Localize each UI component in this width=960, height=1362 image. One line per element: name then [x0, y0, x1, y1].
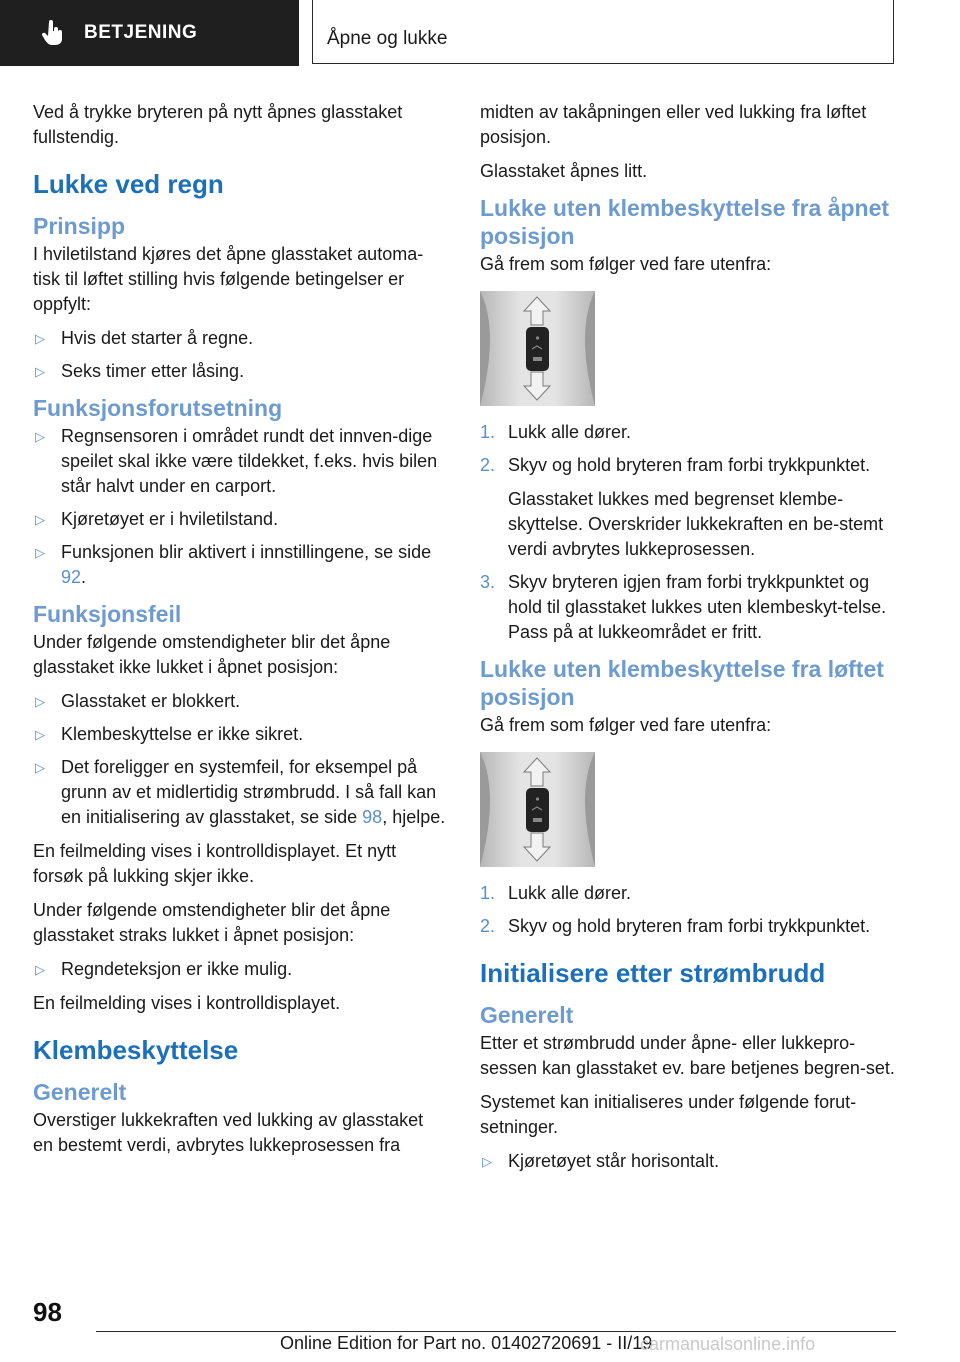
- heading-klembeskyttelse: Klembeskyttelse: [33, 1035, 239, 1065]
- steps-list-2: [480, 881, 895, 939]
- feil-paragraph: Under følgende omstendigheter blir det åpne glasstaket ikke lukket i åpnet posisjon:: [33, 632, 391, 677]
- roof-switch-image: [480, 291, 595, 406]
- page-header: [0, 0, 960, 66]
- footer-divider: [96, 1331, 896, 1332]
- straks-list: [33, 957, 448, 982]
- list-item: 2. Skyv og hold bryteren fram forbi trykkpunktet.: [480, 455, 871, 475]
- list-item: 1. Lukk alle dører.: [480, 422, 632, 442]
- left-column: [33, 100, 448, 1167]
- triangle-bullet-icon: ▷: [35, 694, 45, 709]
- chapter-title: Åpne og lukke: [327, 28, 448, 49]
- triangle-bullet-icon: ▷: [35, 364, 45, 379]
- heading-loftet-posisjon: Lukke uten klembeskyttelse fra løftet posisjon: [480, 656, 884, 710]
- forutsetning-list: [33, 424, 448, 590]
- triangle-bullet-icon: ▷: [35, 512, 45, 527]
- triangle-bullet-icon: ▷: [35, 727, 45, 742]
- triangle-bullet-icon: ▷: [35, 429, 45, 444]
- litt-paragraph: Glasstaket åpnes litt.: [480, 161, 648, 181]
- init-paragraph-1: Etter et strømbrudd under åpne- eller lukkepro-sessen kan glasstaket ev. bare betjenes begren-set.: [480, 1033, 895, 1078]
- heading-funksjonsfeil: Funksjonsfeil: [33, 601, 182, 627]
- generelt-paragraph: Overstiger lukkekraften ved lukking av glasstaket en bestemt verdi, avbrytes lukkeprosessen fra: [33, 1110, 424, 1155]
- heading-lukke-ved-regn: Lukke ved regn: [33, 169, 224, 199]
- steps-list-1: [480, 420, 895, 478]
- section-tab: [0, 0, 299, 66]
- fare-paragraph-2: Gå frem som følger ved fare utenfra:: [480, 715, 772, 735]
- init-list: [480, 1149, 895, 1174]
- list-item: ▷ Hvis det starter å regne.: [33, 326, 448, 351]
- heading-aapnet-posisjon: Lukke uten klembeskyttelse fra åpnet posisjon: [480, 195, 890, 249]
- heading-initialisere: Initialisere etter strømbrudd: [480, 958, 826, 988]
- fare-paragraph-1: Gå frem som følger ved fare utenfra:: [480, 254, 772, 274]
- step-2-note: Glasstaket lukkes med begrenset klembe-skyttelse. Overskrider lukkekraften en be-stemt verdi avbrytes lukkeprosessen.: [508, 489, 884, 559]
- straks-paragraph: Under følgende omstendigheter blir det åpne glasstaket straks lukket i åpnet posisjon:: [33, 900, 391, 945]
- chapter-box: [312, 0, 894, 64]
- triangle-bullet-icon: ▷: [35, 962, 45, 977]
- list-item: ▷ Kjøretøyet står horisontalt.: [480, 1149, 895, 1174]
- page-number: 98: [33, 1297, 62, 1327]
- triangle-bullet-icon: ▷: [482, 1154, 492, 1169]
- init-paragraph-2: Systemet kan initialiseres under følgende forut-setninger.: [480, 1092, 857, 1137]
- list-item: ▷ Glasstaket er blokkert.: [33, 689, 448, 714]
- list-item: ▷ Funksjonen blir aktivert i innstillingene, se side 92.: [35, 542, 432, 587]
- hand-pointer-icon: [40, 20, 66, 46]
- steps-list-1-cont: [480, 570, 895, 645]
- right-column: [480, 100, 895, 1183]
- intro-paragraph: Ved å trykke bryteren på nytt åpnes glasstaket fullstendig.: [33, 102, 403, 147]
- feil-list: [33, 689, 448, 830]
- list-item: 3. Skyv bryteren igjen fram forbi trykkpunktet og hold til glasstaket lukkes uten klembeskyt-telse. Pass på at lukkeområdet er fritt.: [480, 572, 887, 642]
- page-link-98[interactable]: 98: [362, 807, 383, 827]
- heading-generelt: Generelt: [33, 1079, 127, 1105]
- heading-generelt-2: Generelt: [480, 1002, 574, 1028]
- list-item: ▷ Regndeteksjon er ikke mulig.: [33, 957, 448, 982]
- triangle-bullet-icon: ▷: [35, 331, 45, 346]
- list-item: 1. Lukk alle dører.: [480, 883, 632, 903]
- watermark: carmanualsonline.info: [640, 1334, 816, 1354]
- feilmelding-paragraph: En feilmelding vises i kontrolldisplayet. Et nytt forsøk på lukking skjer ikke.: [33, 841, 397, 886]
- edition-text: Online Edition for Part no. 01402720691 - II/19: [280, 1333, 653, 1353]
- triangle-bullet-icon: ▷: [35, 545, 45, 560]
- list-item: ▷ Seks timer etter låsing.: [33, 359, 448, 384]
- heading-prinsipp: Prinsipp: [33, 213, 126, 239]
- list-item: ▷ Kjøretøyet er i hviletilstand.: [33, 507, 448, 532]
- feilmelding2-paragraph: En feilmelding vises i kontrolldisplayet.: [33, 993, 341, 1013]
- triangle-bullet-icon: ▷: [35, 760, 45, 775]
- heading-funksjonsforutsetning: Funksjonsforutsetning: [33, 395, 283, 421]
- list-item: 2. Skyv og hold bryteren fram forbi trykkpunktet.: [480, 916, 871, 936]
- prinsipp-paragraph: I hviletilstand kjøres det åpne glasstaket automa-tisk til løftet stilling hvis følgende betingelser er oppfylt:: [33, 244, 424, 314]
- section-label: BETJENING: [84, 22, 198, 43]
- page-link-92[interactable]: 92: [61, 567, 82, 587]
- list-item: ▷ Regnsensoren i området rundt det innven-dige speilet skal ikke være tildekket, f.eks. hvis bilen står halvt under en carport.: [35, 426, 438, 496]
- roof-switch-image-2: [480, 752, 595, 867]
- prinsipp-list: [33, 326, 448, 384]
- list-item: ▷ Klembeskyttelse er ikke sikret.: [33, 722, 448, 747]
- list-item: ▷ Det foreligger en systemfeil, for eksempel på grunn av et midlertidig strømbrudd. I så fall kan en initialisering av glasstaket, se side 98, hjelpe.: [35, 757, 446, 827]
- continued-paragraph: midten av takåpningen eller ved lukking fra løftet posisjon.: [480, 102, 867, 147]
